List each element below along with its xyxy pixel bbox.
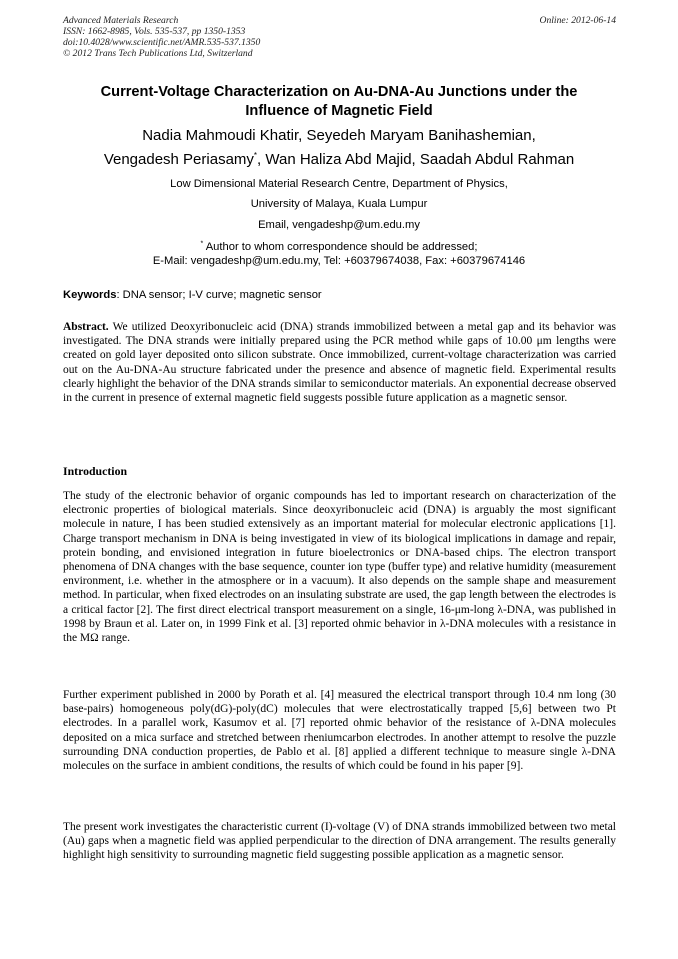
affiliation-dept: Low Dimensional Material Research Centre, Department of Physics, — [170, 178, 508, 190]
corresponding-mark: * — [253, 151, 258, 160]
abstract — [63, 320, 616, 405]
intro-paragraph-3: The present work investigates the characteristic current (I)-voltage (V) of DNA strands immobilized between two metal (Au) gaps when a magnetic field was applied perpendicular to the direction of DNA arrangement. The results generally highlight high sensitivity to surrounding magnetic field suggesting possible application as a magnetic sensor. — [63, 821, 616, 862]
author-corresponding: Vengadesh Periasamy — [103, 151, 254, 168]
keywords-text: : DNA sensor; I-V curve; magnetic sensor — [116, 289, 322, 301]
authors-line-1: Nadia Mahmoudi Khatir, Seyedeh Maryam Banihashemian, — [142, 127, 536, 144]
title-line-1: Current-Voltage Characterization on Au-DNA-Au Junctions under the — [100, 84, 578, 100]
paper-title — [40, 83, 638, 121]
affiliation-email: Email, vengadeshp@um.edu.my — [258, 219, 420, 231]
keywords-label: Keywords — [63, 289, 117, 301]
intro-paragraph-1: The study of the electronic behavior of organic compounds has led to important research on characterization of the electronic properties of biological materials. Since deoxyribonucleic acid (DNA) is arguably the most significant molecule in nature, I has been studied extensively as an important material for molecular electronic applications [1]. Charge transport mechanism in DNA is being investigated in view of its biological implications in damage and repair, protein bonding, and envisioned integration in future bioelectronics or DNA-based chips. The electron transport phenomena of DNA changes with the base sequence, counter ion type (buffer type) and relative humidity (measurement environment, i.e. whether in the atmosphere or in a vacuum). It also depends on the sample shape and measurement method. In particular, when fixed electrodes on an insulating substrate are used, the gap length between the electrodes is a critical factor [2]. The first direct electrical transport measurement on a single, 16-μm-long λ-DNA, was published in 1998 by Braun et al. Later on, in 1999 Fink et al. [3] reported ohmic behavior in λ-DNA molecules with a resistance in the MΩ range. — [63, 490, 616, 645]
journal-doi: doi:10.4028/www.scientific.net/AMR.535-537.1350 — [63, 37, 261, 48]
journal-header — [63, 15, 616, 59]
abstract-label: Abstract. — [63, 321, 109, 333]
online-date: Online: 2012-06-14 — [539, 15, 616, 26]
intro-paragraph-2: Further experiment published in 2000 by Porath et al. [4] measured the electrical transport through 10.4 nm long (30 base-pairs) homogeneous poly(dG)-poly(dC) molecules that were electrostatically trapped [5,6] between two Pt electrodes. In a parallel work, Kasumov et al. [7] reported ohmic behavior of the resistance of λ-DNA molecules deposited on a mica surface and stretched between rheniumcarbon electrodes. In another attempt to resolve the puzzle surrounding DNA conduction properties, de Pablo et al. [8] applied a different technique to measure single λ-DNA molecules on the surface in ambient conditions, the results of which could be found in his paper [9]. — [63, 689, 616, 773]
correspondence-mark: * — [200, 240, 204, 248]
journal-name: Advanced Materials Research — [63, 15, 179, 26]
journal-copyright: © 2012 Trans Tech Publications Ltd, Switzerland — [63, 48, 253, 59]
abstract-text: We utilized Deoxyribonucleic acid (DNA) strands immobilized between a metal gap and its behavior was investigated. The DNA strands were initially prepared using the PCR method while gaps of 10.00 μm lengths were created on gold layer deposited onto silicon substrate. Once immobilized, current-voltage characterization was carried out on the Au-DNA-Au structure fabricated under the presence and absence of magnetic field. Experimental results clearly highlight the behavior of the DNA strands similar to semiconductor materials. An exponential decrease observed in the current in presence of external magnetic field suggests possible future application as a magnetic sensor. — [63, 321, 616, 405]
authors-line-2 — [40, 148, 638, 172]
authors-rest: , Wan Haliza Abd Majid, Saadah Abdul Rahman — [257, 151, 575, 168]
title-line-2: Influence of Magnetic Field — [245, 103, 433, 119]
contact-info: E-Mail: vengadeshp@um.edu.my, Tel: +60379674038, Fax: +60379674146 — [152, 255, 526, 267]
correspondence-text: Author to whom correspondence should be addressed; — [203, 241, 478, 253]
correspondence-note — [40, 240, 638, 254]
author-list — [40, 124, 638, 172]
affiliation-university: University of Malaya, Kuala Lumpur — [250, 198, 428, 210]
journal-issn: ISSN: 1662-8985, Vols. 535-537, pp 1350-1353 — [63, 26, 246, 37]
keywords — [63, 289, 616, 301]
section-heading-introduction: Introduction — [63, 464, 128, 478]
